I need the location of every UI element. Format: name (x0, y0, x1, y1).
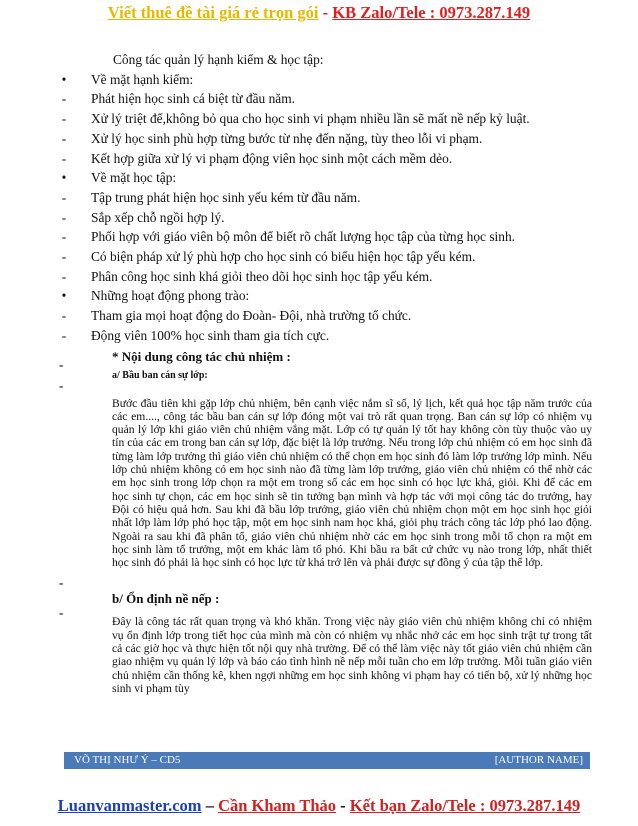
dash-marker: - (61, 229, 67, 245)
section-heading (59, 348, 592, 372)
section-heading-text: * Nội dung công tác chủ nhiệm : (112, 348, 291, 364)
list-item-text: Về mặt hạnh kiểm: (91, 71, 194, 87)
list-item (61, 109, 592, 129)
dash-marker: - (61, 308, 67, 324)
top-banner-contact[interactable]: KB Zalo/Tele : 0973.287.149 (332, 3, 531, 22)
list-item-text: Phối hợp với giáo viên bộ môn để biết rõ chất lượng học tập của từng học sinh. (91, 229, 516, 245)
bottom-banner-contact-link[interactable]: Kết bạn Zalo/Tele : 0973.287.149 (349, 796, 581, 815)
bottom-banner (0, 796, 638, 816)
dash-marker: - (61, 268, 67, 284)
footer-author: VÕ THỊ NHƯ Ý – CD5 (74, 754, 181, 766)
bottom-banner-site-link[interactable]: Luanvanmaster.com (57, 796, 202, 815)
management-list (61, 50, 592, 346)
dash-marker: - (59, 377, 64, 393)
paragraph-a: Bước đầu tiên khi gặp lớp chủ nhiệm, bên cạnh việc nắm sĩ số, lý lịch, kết quả học tập năm trước của các em...., công tác bầu ban cán sự lớp đóng một vai trò rất quan trọng. Ban cán sự lớp có nhiệm vụ quản lý lớp khi giáo viên chủ nhiệm vắng mặt. Lớp có tự quản lý tốt hay không còn tùy thuộc vào uy tín của các em trong ban cán sự lớp, đặc biệt là lớp trưởng. Nếu trong lớp chủ nhiệm có em học sinh đã từng làm lớp trưởng thì giáo viên chủ nhiệm có thể chọn em học sinh đó làm lớp trưởng lớp mình. Nếu lớp chủ nhiệm không có em học sinh nào đã từng làm lớp trưởng, giáo viên chủ nhiệm có thể nhờ các em học sinh trong lớp chọn ra một em trong số các em học sinh có học lực khá, giỏi. Khi để các em học sinh tự chọn, các em học sinh sẽ tin tưởng bạn mình và hợp tác với mọi công tác do trưởng, hay Đội có hiệu quả hơn. Sau khi đã bầu lớp trưởng, giáo viên chủ nhiệm chọn một em học sinh học giỏi nhất lớp làm lớp phó học tập, một em học sinh nam học khá, giỏi phụ trách công tác lớp phó lao động. Ngoài ra sau khi đã phân tổ, giáo viên chủ nhiệm nhờ các em học sinh trong mỗi tổ chọn ra một em học sinh làm tổ trưởng, một em khác làm tổ phó. Khi bầu ra bất cứ chức vụ nào trong lớp, nhất thiết học sinh đó phải là học sinh có học lực từ khá trở lên và phải được sự đồng ý của tập thể lớp. (112, 396, 592, 570)
dash-marker: - (61, 91, 67, 107)
list-item (61, 306, 592, 326)
dash-marker: - (61, 111, 67, 127)
dash-marker: - (61, 150, 67, 166)
list-item (61, 208, 592, 228)
list-item-text: Về mặt học tập: (91, 170, 177, 186)
list-item-text: Những hoạt động phong trào: (91, 288, 250, 304)
dash-marker: - (61, 130, 67, 146)
subheading-b-text: b/ Ổn định nề nếp : (112, 591, 220, 607)
list-item (61, 326, 592, 346)
subheading-a-text: a/ Bầu ban cán sự lớp: (112, 369, 208, 381)
footer-author-placeholder: [AUTHOR NAME] (494, 754, 583, 766)
dash-marker: - (61, 209, 67, 225)
dash-marker: - (59, 356, 64, 372)
list-item-text: Động viên 100% học sinh tham gia tích cực. (91, 327, 330, 343)
bullet-icon: • (61, 170, 67, 186)
list-item (61, 70, 592, 90)
subheading-b (59, 575, 592, 621)
list-item-text: Tập trung phát hiện học sinh yếu kém từ đầu năm. (91, 189, 361, 205)
list-item (61, 168, 592, 188)
list-item-text: Có biện pháp xử lý phù hợp cho học sinh có biểu hiện học tập yếu kém. (91, 249, 476, 265)
list-item-text: Xử lý triệt để,không bỏ qua cho học sinh vi phạm nhiều lần sẽ mất nề nếp kỷ luật. (91, 111, 530, 127)
list-item (61, 227, 592, 247)
page-body (59, 50, 592, 695)
list-item (61, 247, 592, 267)
top-banner-title[interactable]: Viết thuê đề tài giá rẻ trọn gói (107, 3, 319, 22)
list-item (61, 188, 592, 208)
subheading-a (59, 369, 592, 393)
bottom-banner-sep: – (201, 796, 219, 815)
top-banner-sep: - (318, 3, 333, 22)
dash-marker: - (59, 575, 64, 591)
list-item-text: Phát hiện học sinh cá biệt từ đầu năm. (91, 91, 295, 107)
list-item (61, 89, 592, 109)
list-item (61, 286, 592, 306)
list-item-text: Xử lý học sinh phù hợp từng bước từ nhẹ đến nặng, tùy theo lỗi vi phạm. (91, 130, 483, 146)
list-item (61, 129, 592, 149)
dash-marker: - (61, 249, 67, 265)
list-item-text: Tham gia mọi hoạt động do Đoàn- Đội, nhà trường tổ chức. (91, 308, 412, 324)
bullet-icon: • (61, 288, 67, 304)
paragraph-b: Đây là công tác rất quan trọng và khó khăn. Trong việc này giáo viên chủ nhiệm không chỉ có nhiệm vụ ổn định lớp trong tiết học của mình mà còn có nhiệm vụ nhắc nhở các em học sinh trật tự trong tất cả các giờ học và thực hiện tốt nội quy nhà trường. Để có thể làm việc này tốt giáo viên chủ nhiệm cần giao nhiệm vụ quản lý lớp và báo cáo tình hình nề nếp mỗi tuần cho em lớp trưởng. Mỗi tuần giáo viên chủ nhiệm cần thống kê, khen ngợi những em học sinh không vi phạm hay có tiến bộ, xử lý những học sinh vi phạm tùy (112, 615, 592, 695)
bottom-banner-sep: - (336, 796, 350, 815)
list-item (61, 267, 592, 287)
list-item-text: Phân công học sinh khá giỏi theo dõi học sinh học tập yếu kém. (91, 268, 433, 284)
dash-marker: - (61, 189, 67, 205)
list-item-text: Kết hợp giữa xử lý vi phạm động viên học sinh một cách mềm dẻo. (91, 150, 453, 166)
list-intro: Công tác quản lý hạnh kiểm & học tập: (113, 52, 324, 67)
list-item-text: Sắp xếp chỗ ngồi hợp lý. (91, 209, 225, 225)
list-item (61, 149, 592, 169)
footer-bar (64, 752, 590, 769)
dash-marker: - (59, 605, 64, 621)
dash-marker: - (61, 327, 67, 343)
bullet-icon: • (61, 71, 67, 87)
bottom-banner-name-link[interactable]: Cần Kham Thảo (218, 796, 337, 815)
top-banner (0, 3, 638, 23)
